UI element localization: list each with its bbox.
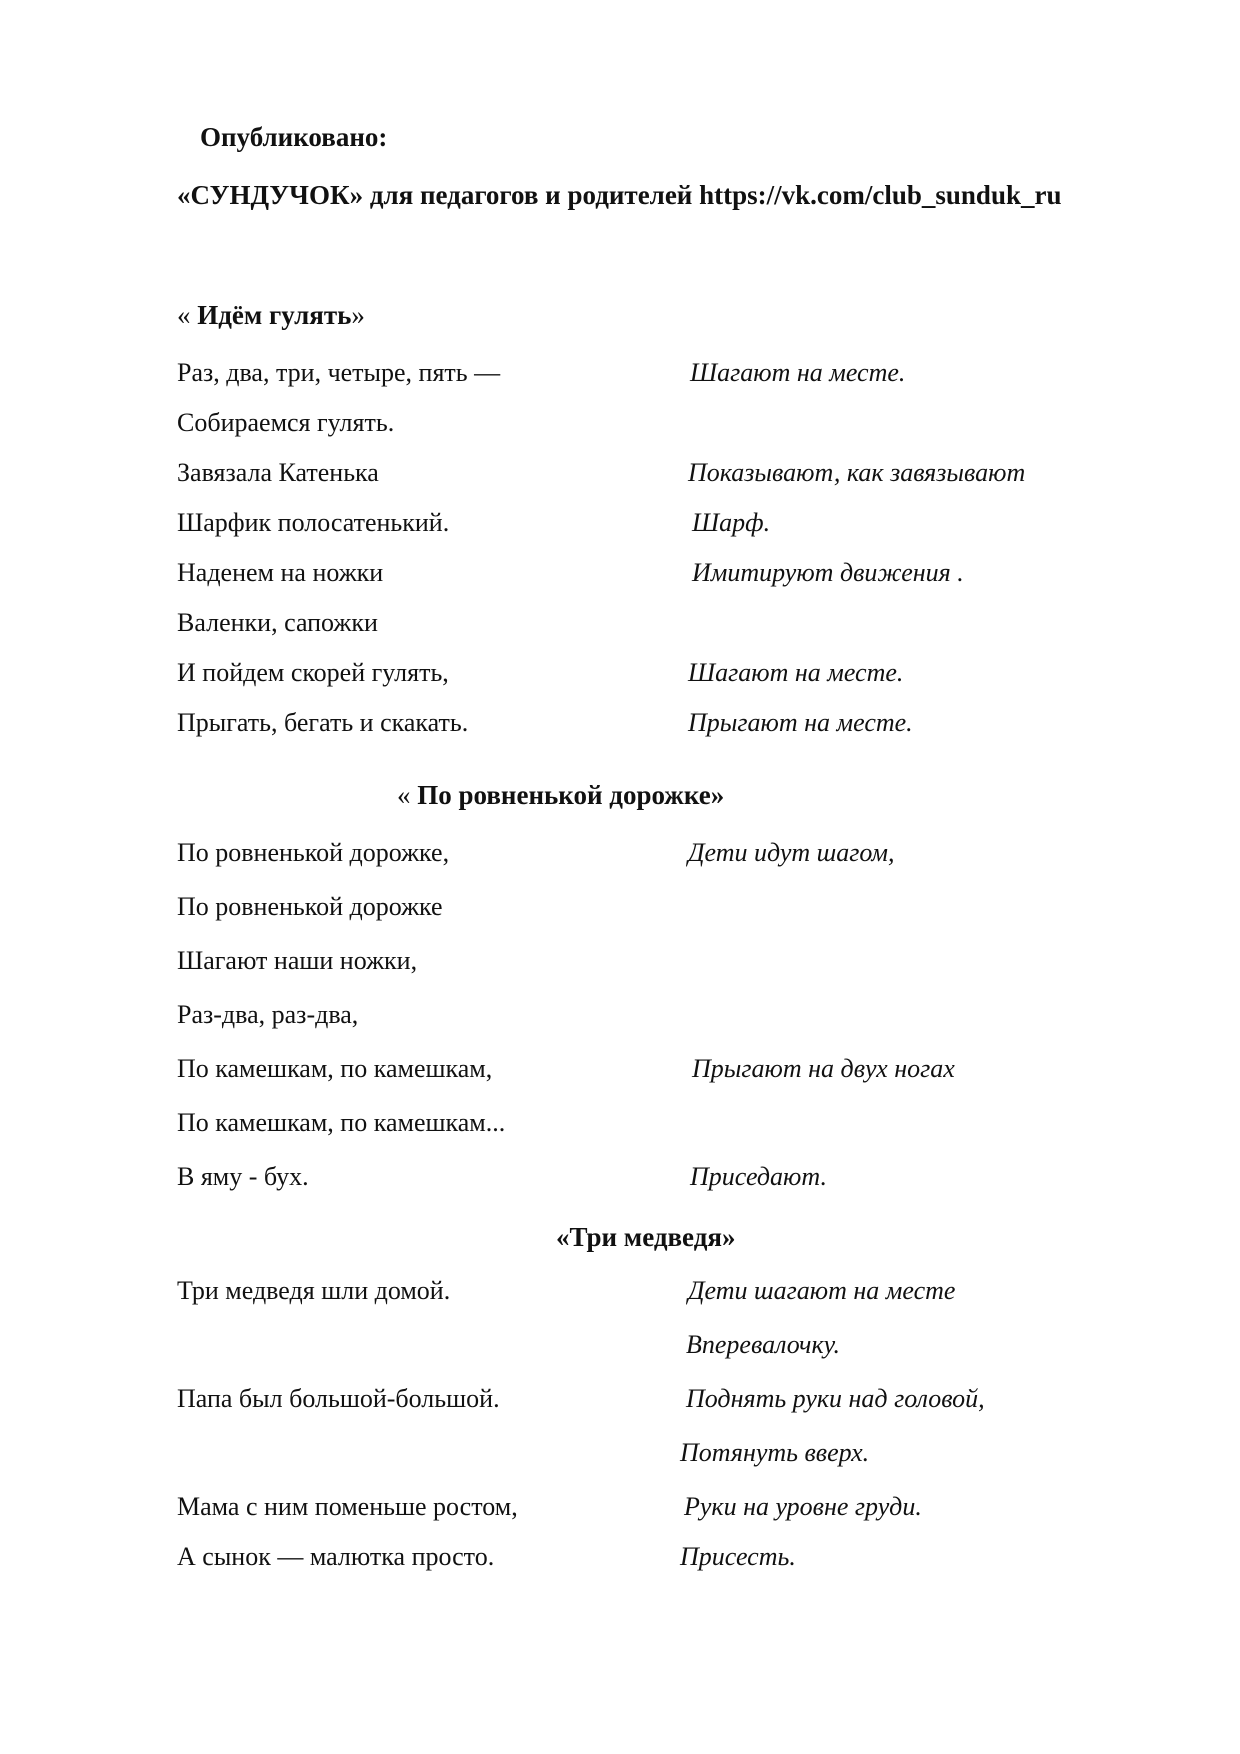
poem-title-open-quote: « — [177, 300, 198, 330]
poem-line — [0, 508, 1240, 542]
poem-line — [0, 1162, 1240, 1196]
verse-text: Завязала Катенька — [177, 458, 379, 487]
action-text: Приседают. — [690, 1162, 827, 1191]
poem-line — [0, 408, 1240, 442]
verse-text: Валенки, сапожки — [177, 608, 378, 637]
poem-line — [0, 1384, 1240, 1418]
verse-text: Собираемся гулять. — [177, 408, 395, 437]
poem-line — [0, 892, 1240, 926]
action-text: Потянуть вверх. — [680, 1438, 870, 1467]
action-text: Поднять руки над головой, — [686, 1384, 985, 1413]
action-text: Имитируют движения . — [692, 558, 964, 587]
poem-line — [0, 358, 1240, 392]
action-text: Вперевалочку. — [686, 1330, 841, 1359]
verse-text: Шарфик полосатенький. — [177, 508, 450, 537]
poem-title-text: Идём гулять — [197, 300, 352, 330]
poem-title — [177, 300, 365, 331]
poem-line — [0, 1000, 1240, 1034]
poem-line — [0, 658, 1240, 692]
poem-line — [0, 1054, 1240, 1088]
poem-line — [0, 1542, 1240, 1576]
published-source: «СУНДУЧОК» для педагогов и родителей https://vk.com/club_sunduk_ru — [177, 180, 1062, 210]
poem-line — [0, 946, 1240, 980]
poem-title-text: «Три медведя» — [556, 1222, 736, 1252]
poem-line — [0, 1438, 1240, 1472]
verse-text: И пойдем скорей гулять, — [177, 658, 449, 687]
verse-text: Наденем на ножки — [177, 558, 384, 587]
poem-line — [0, 558, 1240, 592]
action-text: Дети шагают на месте — [688, 1276, 956, 1305]
action-text: Прыгают на месте. — [688, 708, 913, 737]
action-text: Шагают на месте. — [690, 358, 906, 387]
poem-title-open-quote: « — [397, 780, 418, 810]
verse-text: Раз-два, раз-два, — [177, 1000, 359, 1029]
published-label: Опубликовано: — [200, 122, 388, 152]
verse-text: Раз, два, три, четыре, пять — — [177, 358, 501, 387]
verse-text: Мама с ним поменьше ростом, — [177, 1492, 518, 1521]
poem-title-close-quote: » — [351, 300, 365, 330]
poem-line — [0, 458, 1240, 492]
poem-line — [0, 1330, 1240, 1364]
poem-line — [0, 708, 1240, 742]
verse-text: Папа был большой-большой. — [177, 1384, 500, 1413]
verse-text: По камешкам, по камешкам... — [177, 1108, 506, 1137]
poem-line — [0, 1276, 1240, 1310]
poem-line — [0, 608, 1240, 642]
verse-text: В яму - бух. — [177, 1162, 309, 1191]
verse-text: По камешкам, по камешкам, — [177, 1054, 493, 1083]
poem-title — [397, 780, 724, 811]
action-text: Шарф. — [692, 508, 771, 537]
action-text: Показывают, как завязывают — [688, 458, 1026, 487]
poem-line — [0, 1108, 1240, 1142]
poem-line — [0, 1492, 1240, 1526]
verse-text: Три медведя шли домой. — [177, 1276, 451, 1305]
action-text: Прыгают на двух ногах — [692, 1054, 955, 1083]
action-text: Руки на уровне груди. — [684, 1492, 922, 1521]
poem-title-text: По ровненькой дорожке» — [417, 780, 725, 810]
action-text: Присесть. — [680, 1542, 796, 1571]
poem-line — [0, 838, 1240, 872]
verse-text: По ровненькой дорожке, — [177, 838, 450, 867]
verse-text: Прыгать, бегать и скакать. — [177, 708, 469, 737]
verse-text: По ровненькой дорожке — [177, 892, 443, 921]
poem-title — [556, 1222, 735, 1253]
action-text: Шагают на месте. — [688, 658, 904, 687]
verse-text: Шагают наши ножки, — [177, 946, 418, 975]
verse-text: А сынок — малютка просто. — [177, 1542, 495, 1571]
action-text: Дети идут шагом, — [688, 838, 895, 867]
